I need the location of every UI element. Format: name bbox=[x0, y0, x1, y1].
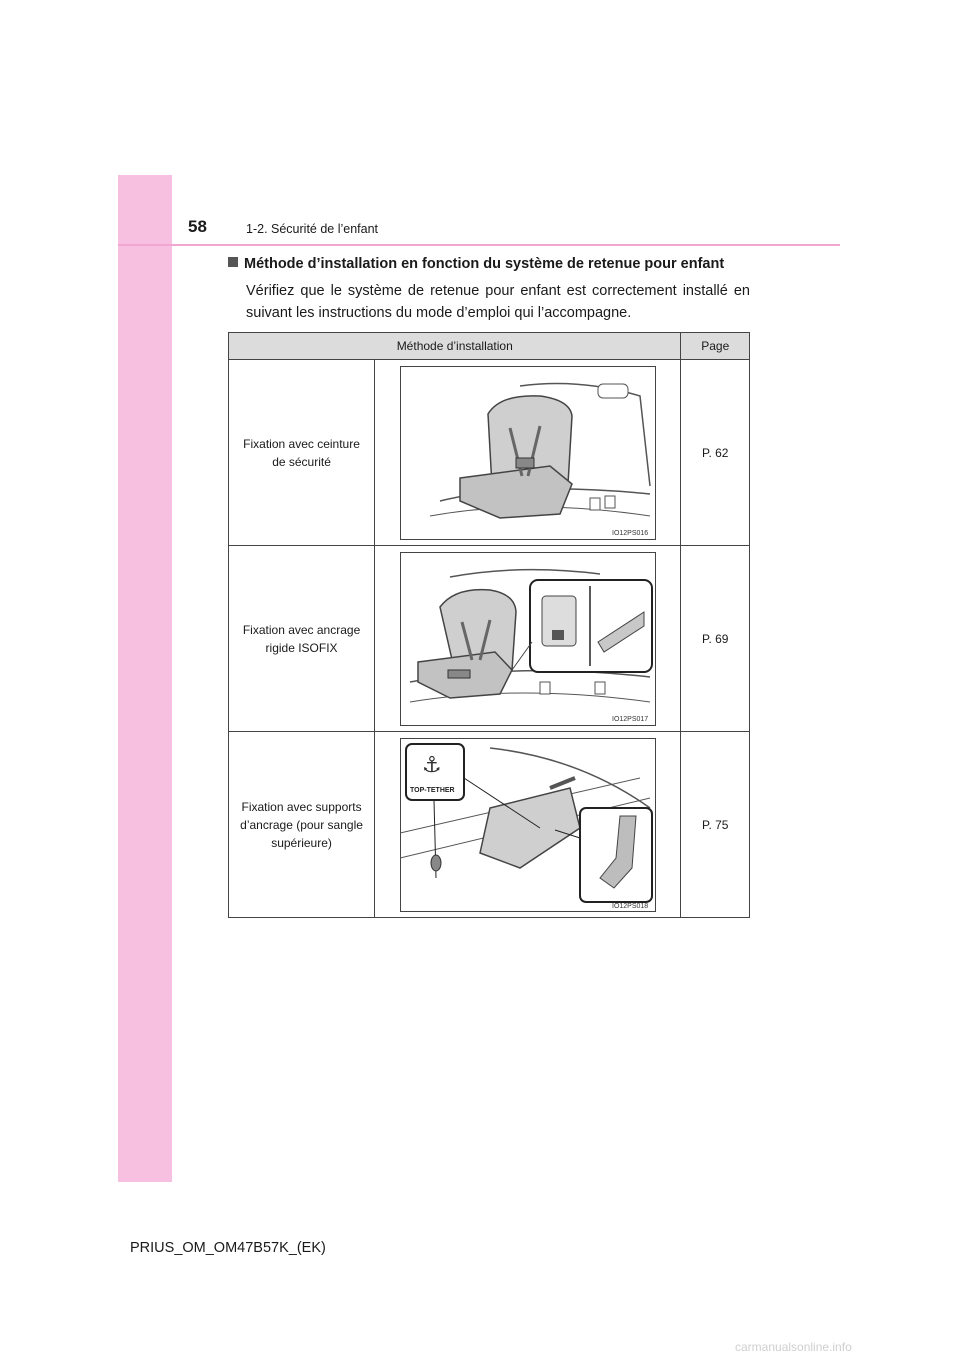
method-label: Fixation avec ancrage rigide ISOFIX bbox=[242, 622, 361, 655]
page-ref-cell bbox=[681, 360, 750, 546]
method-label: Fixation avec ceinture de sécurité bbox=[243, 436, 360, 469]
manual-code-footer: PRIUS_OM_OM47B57K_(EK) bbox=[130, 1240, 326, 1256]
table-row bbox=[229, 732, 750, 918]
method-label: Fixation avec supports d’ancrage (pour sangle supérieure) bbox=[240, 799, 363, 850]
page-ref-cell bbox=[681, 732, 750, 918]
anchor-icon: ⚓ bbox=[421, 752, 442, 778]
intro-paragraph: Vérifiez que le système de retenue pour enfant est correctement installé en suivant les instructions du mode d’emploi qui l’accompagne. bbox=[246, 283, 750, 321]
page-ref-cell bbox=[681, 546, 750, 732]
figure-code: IO12PS016 bbox=[611, 529, 648, 537]
installation-methods-table bbox=[228, 332, 750, 918]
page-reference: P. 62 bbox=[701, 445, 729, 460]
method-cell bbox=[229, 360, 375, 546]
illustration-cell bbox=[375, 546, 681, 732]
table-header-row bbox=[229, 333, 750, 360]
section-title: 1-2. Sécurité de l’enfant bbox=[246, 222, 379, 236]
method-cell bbox=[229, 732, 375, 918]
table-row bbox=[229, 360, 750, 546]
heading-text: Méthode d’installation en fonction du système de retenue pour enfant bbox=[244, 256, 725, 272]
isofix-child-seat-illustration bbox=[400, 552, 656, 726]
square-bullet-icon bbox=[228, 257, 238, 267]
illustration-cell bbox=[375, 732, 681, 918]
chapter-tab-sidebar bbox=[118, 175, 172, 1182]
column-header-method: Méthode d’installation bbox=[229, 333, 681, 360]
page-reference: P. 69 bbox=[701, 631, 729, 646]
table-row bbox=[229, 546, 750, 732]
page-number: 58 bbox=[188, 217, 207, 236]
figure-code: IO12PS017 bbox=[611, 715, 648, 723]
top-tether-illustration bbox=[400, 738, 656, 912]
illustration-cell bbox=[375, 360, 681, 546]
subsection-heading bbox=[228, 256, 724, 272]
top-tether-label: TOP-TETHER bbox=[409, 786, 455, 794]
column-header-page: Page bbox=[681, 333, 750, 360]
watermark: carmanualsonline.info bbox=[735, 1340, 852, 1354]
page-reference: P. 75 bbox=[701, 817, 729, 832]
header-rule bbox=[118, 244, 840, 246]
seatbelt-child-seat-illustration bbox=[400, 366, 656, 540]
figure-code: IO12PS018 bbox=[611, 902, 648, 910]
method-cell bbox=[229, 546, 375, 732]
